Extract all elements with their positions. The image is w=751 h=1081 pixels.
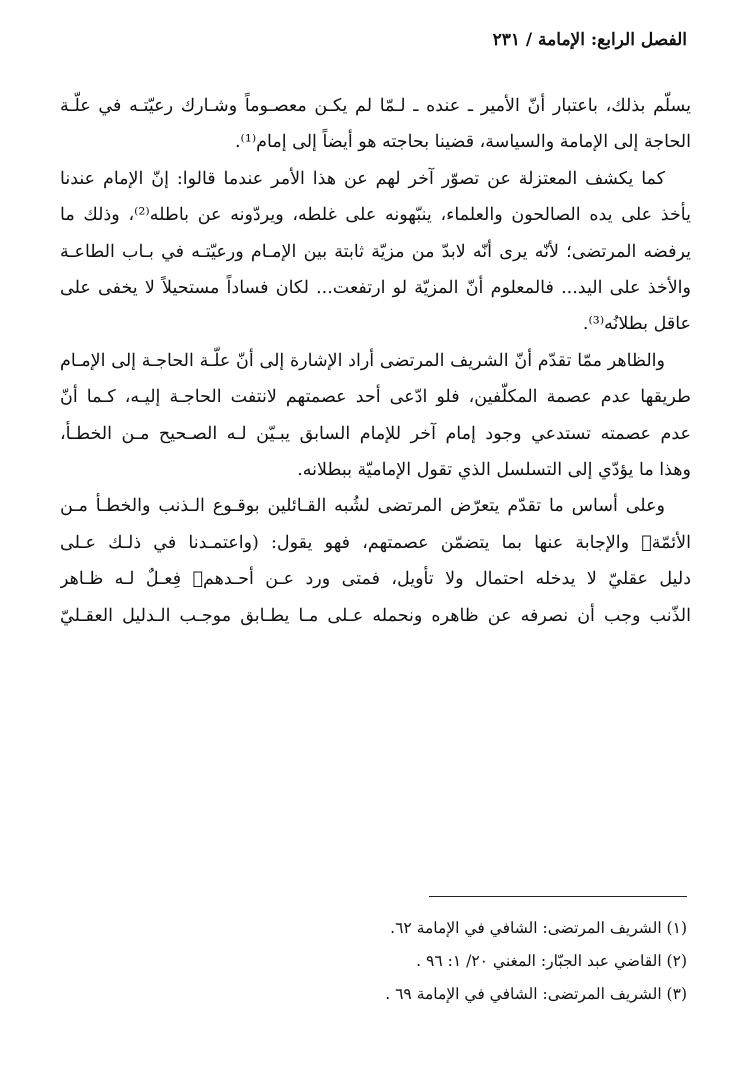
paragraph-4-cont [60, 525, 691, 634]
paragraph-1 [60, 88, 691, 161]
paragraph-2 [60, 161, 691, 197]
text-line: يرفضه المرتضى؛ لأنّه يرى أنّه لابدّ من مزيّة ثابتة بين الإمـام ورعيّتـه في بـاب الطاعـة [60, 241, 691, 262]
footnote-2: (٢) القاضي عبد الجبّار: المغني ٢٠/ ١: ٩٦ . [416, 952, 687, 970]
paragraph-3 [60, 343, 691, 379]
body-text [60, 88, 691, 634]
text-line: الحاجة إلى الإمامة والسياسة، قضينا بحاجته هو أيضاً إلى إمام⁽¹⁾. [234, 132, 691, 153]
text-line: كما يكشف المعتزلة عن تصوّر آخر لهم عن هذا الأمر عندما قالوا: إنّ الإمام عندنا [60, 168, 665, 189]
text-line: وعلى أساس ما تقدّم يتعرّض المرتضى لشُبه القـائلين بوقـوع الـذنب والخطـأ مـن [60, 496, 665, 517]
paragraph-2-cont [60, 197, 691, 343]
text-line: والأخذ على اليد... فالمعلوم أنّ المزيّة لو ارتفعت... لكان فساداً مستحيلاً لا يخفى على [60, 278, 691, 299]
paragraph-3-cont [60, 379, 691, 488]
text-line: يسلّم بذلك، باعتبار أنّ الأمير ـ عنده ـ لـمّا لم يكـن معصـوماً وشـارك رعيّتـه في علّـة [60, 96, 691, 116]
footnote-3: (٣) الشريف المرتضى: الشافي في الإمامة ٦٩ . [385, 985, 687, 1003]
text-line: طريقها عدم عصمة المكلّفين، فلو ادّعى أحد عصمتهم لانتفت الحاجـة إليـه، كـما أنّ [60, 387, 691, 408]
footnote-1: (١) الشريف المرتضى: الشافي في الإمامة ٦٢. [390, 919, 687, 937]
text-line: دليل عقليّ لا يدخله احتمال ولا تأويل، فمتى ورد عـن أحـدهم﷩ فِعـلٌ لـه ظـاهر [60, 569, 691, 590]
footnote-separator [429, 896, 687, 897]
text-line: وهذا ما يؤدّي إلى التسلسل الذي تقول الإماميّة ببطلانه. [297, 460, 691, 481]
text-line: والظاهر ممّا تقدّم أنّ الشريف المرتضى أراد الإشارة إلى أنّ علّـة الحاجـة إلى الإمـام [60, 350, 665, 371]
text-line: الذّنب وجب أن نصرفه عن ظاهره ونحمله عـلى مـا يطـابق موجـب الـدليل العقـليّ [60, 605, 691, 626]
text-line: عدم عصمته تستدعي وجود إمام آخر للإمام السابق يبـيّن لـه الصـحيح مـن الخطـأ، [60, 423, 691, 444]
text-line: الأئمّة﷩ والإجابة عنها بما يتضمّن عصمتهم، فهو يقول: (واعتمـدنا في ذلـك عـلى [60, 532, 691, 553]
text-line: يأخذ على يده الصالحون والعلماء، ينبّهونه على غلطه، ويردّونه عن باطله⁽²⁾، وذلك ما [60, 205, 691, 226]
text-line: عاقل بطلانُه⁽³⁾. [582, 314, 691, 335]
running-header: الفصل الرابع: الإمامة / ٢٣١ [492, 30, 687, 50]
paragraph-4 [60, 488, 691, 524]
footnotes [64, 912, 687, 1011]
